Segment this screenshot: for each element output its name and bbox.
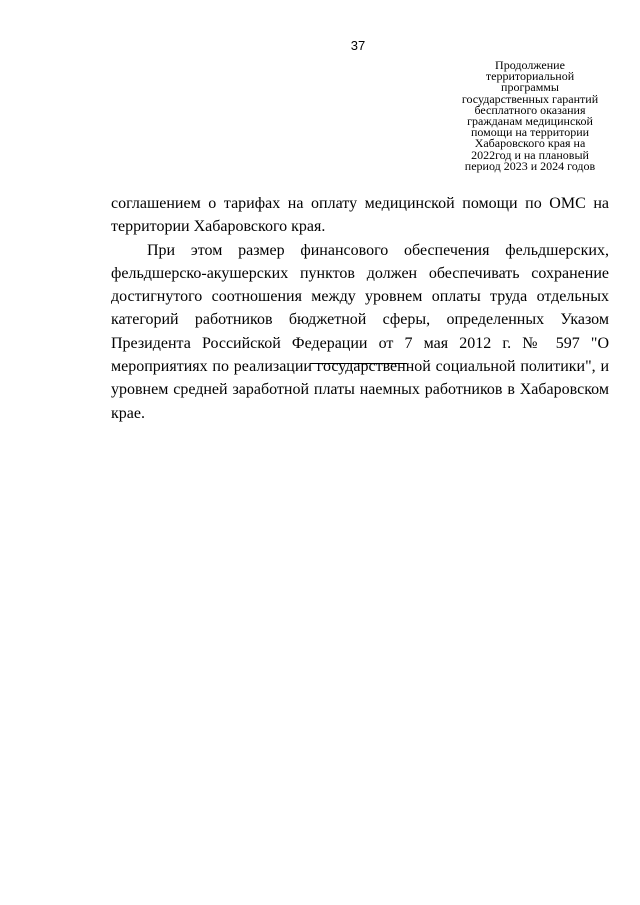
header-line: территориальной: [485, 69, 575, 84]
header-line: помощи на территории: [470, 125, 590, 140]
header-line: 2022год и на плановый: [471, 147, 589, 162]
header-line: гражданам медицинской: [467, 114, 593, 129]
page-number: 37: [350, 38, 366, 53]
header-line: Хабаровского края на: [474, 136, 586, 151]
body-paragraph: соглашением о тарифах на оплату медицинской помощи по ОМС на территории Хабаровского края.: [111, 195, 609, 236]
header-line: Продолжение: [495, 58, 565, 72]
header-line: период 2023 и 2024 годов: [464, 158, 596, 173]
body-paragraph: При этом размер финансового обеспечения фельдшерских, фельдшерско-акушерских пунктов должен обеспечивать сохранение достигнутого соотношения между уровнем оплаты труда отдельных категорий работников бюджетной сферы, определенных Указом Президента Российской Федерации от 7 мая 2012 г. № 597 "О мероприятиях по реализации государственной социальной политики", и уровнем средней заработной платы наемных работников в Хабаровском крае.: [111, 241, 609, 422]
document-body: [111, 192, 609, 425]
end-divider: [310, 363, 407, 364]
document-header: [445, 60, 615, 172]
header-line: государственных гарантий: [461, 91, 599, 106]
header-line: бесплатного оказания: [474, 102, 586, 117]
header-line: программы: [501, 80, 559, 95]
